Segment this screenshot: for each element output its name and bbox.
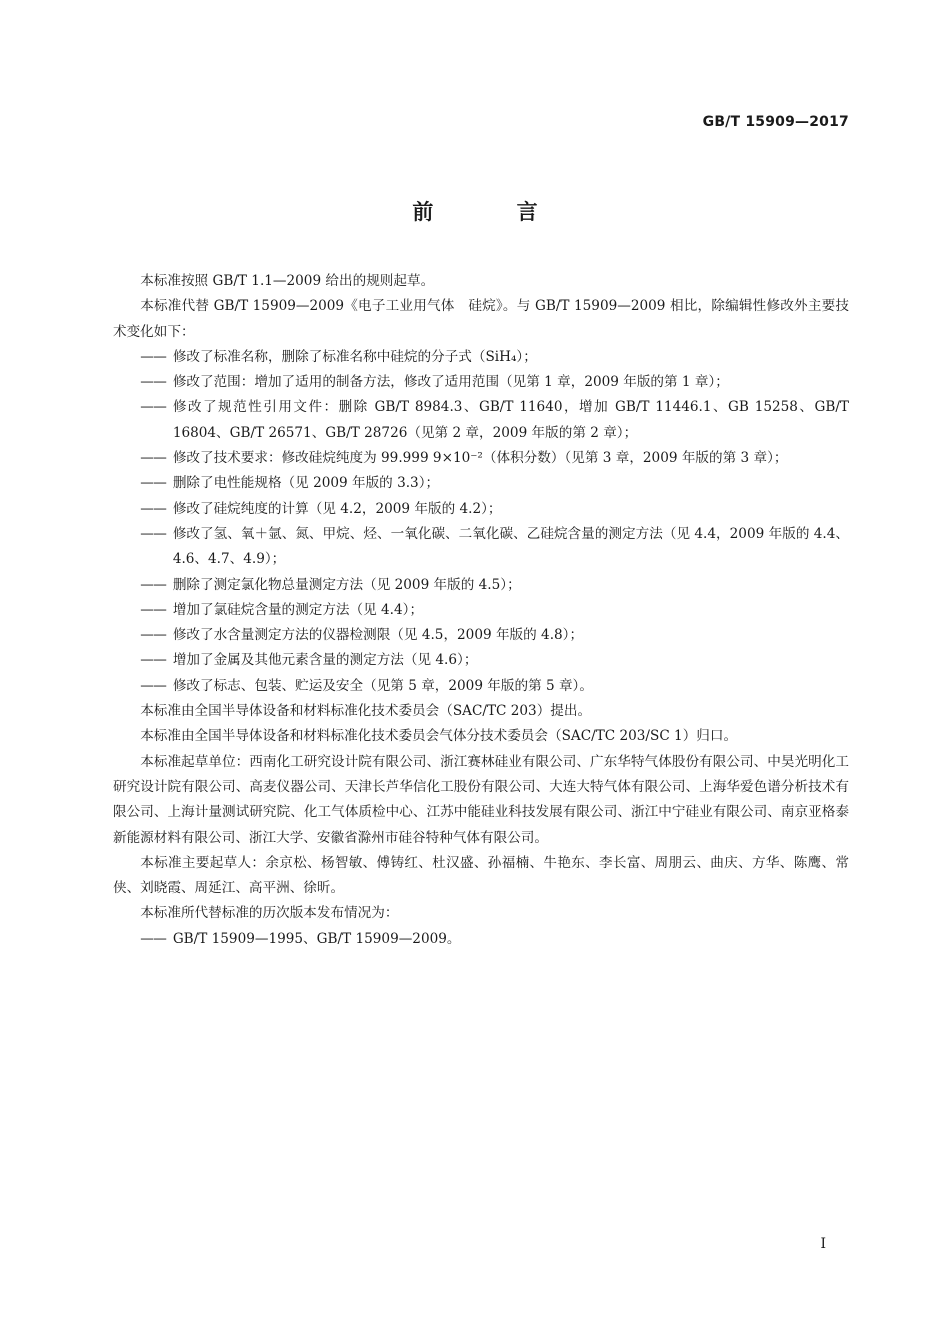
dash-mark: —— bbox=[140, 576, 167, 593]
dash-mark: —— bbox=[140, 677, 167, 694]
list-item: —— 修改了标志、包装、贮运及安全（见第 5 章，2009 年版的第 5 章）。 bbox=[113, 674, 849, 699]
changes-list bbox=[113, 345, 849, 699]
paragraph-replacement: 本标准代替 GB/T 15909—2009《电子工业用气体 硅烷》。与 GB/T 15909—2009 相比，除编辑性修改外主要技术变化如下： bbox=[113, 298, 849, 340]
list-item: —— 修改了氢、氧＋氩、氮、甲烷、烃、一氧化碳、二氧化碳、乙硅烷含量的测定方法（见 4.4，2009 年版的 4.4、4.6、4.7、4.9）； bbox=[113, 522, 849, 573]
dash-mark: —— bbox=[140, 601, 167, 618]
dash-mark: —— bbox=[140, 652, 167, 669]
paragraph-history-intro: 本标准所代替标准的历次版本发布情况为： bbox=[140, 905, 399, 922]
standard-code: GB/T 15909—2017 bbox=[702, 114, 849, 130]
dash-mark: —— bbox=[140, 930, 167, 947]
list-item: —— 增加了金属及其他元素含量的测定方法（见 4.6）； bbox=[113, 648, 849, 673]
dash-mark: —— bbox=[140, 399, 167, 416]
list-item: —— 增加了氯硅烷含量的测定方法（见 4.4）； bbox=[113, 598, 849, 623]
document-body bbox=[113, 269, 849, 952]
list-item: —— 修改了水含量测定方法的仪器检测限（见 4.5，2009 年版的 4.8）； bbox=[113, 623, 849, 648]
page-number: I bbox=[820, 1236, 826, 1252]
list-item: —— 修改了范围：增加了适用的制备方法，修改了适用范围（见第 1 章，2009 年版的第 1 章）； bbox=[113, 370, 849, 395]
dash-mark: —— bbox=[140, 475, 167, 492]
history-item: —— GB/T 15909—1995、GB/T 15909—2009。 bbox=[113, 927, 849, 952]
dash-mark: —— bbox=[140, 374, 167, 391]
paragraph-drafting-units: 本标准起草单位：西南化工研究设计院有限公司、浙江赛林硅业有限公司、广东华特气体股份有限公司、中昊光明化工研究设计院有限公司、高麦仪器公司、天津长芦华信化工股份有限公司、大连大特气体有限公司、上海华爱色谱分析技术有限公司、上海计量测试研究院、化工气体质检中心、江苏中能硅业科技发展有限公司、浙江中宁硅业有限公司、南京亚格泰新能源材料有限公司、浙江大学、安徽省滁州市硅谷特种气体有限公司。 bbox=[113, 753, 849, 846]
paragraph-drafters: 本标准主要起草人：余京松、杨智敏、傅铸红、杜汉盛、孙福楠、牛艳东、李长富、周朋云、曲庆、方华、陈鹰、常侠、刘晓霞、周延江、高平洲、徐昕。 bbox=[113, 854, 849, 897]
dash-mark: —— bbox=[140, 525, 167, 542]
list-item: —— 修改了技术要求：修改硅烷纯度为 99.999 9×10⁻²（体积分数）（见第 3 章，2009 年版的第 3 章）； bbox=[113, 446, 849, 471]
dash-mark: —— bbox=[140, 348, 167, 365]
list-item: —— 修改了规范性引用文件：删除 GB/T 8984.3、GB/T 11640，增加 GB/T 11446.1、GB 15258、GB/T 16804、GB/T 26571、GB/T 28726（见第 2 章，2009 年版的第 2 章）； bbox=[113, 395, 849, 446]
dash-mark: —— bbox=[140, 627, 167, 644]
dash-mark: —— bbox=[140, 500, 167, 517]
list-item: —— 修改了标准名称，删除了标准名称中硅烷的分子式（SiH₄）； bbox=[113, 345, 849, 370]
list-item: —— 删除了电性能规格（见 2009 年版的 3.3）； bbox=[113, 471, 849, 496]
paragraph-responsible-committee: 本标准由全国半导体设备和材料标准化技术委员会气体分技术委员会（SAC/TC 203/SC 1）归口。 bbox=[140, 728, 738, 745]
paragraph-drafting-rules: 本标准按照 GB/T 1.1—2009 给出的规则起草。 bbox=[140, 273, 435, 289]
page-title: 前 言 bbox=[412, 200, 576, 224]
paragraph-proposer: 本标准由全国半导体设备和材料标准化技术委员会（SAC/TC 203）提出。 bbox=[140, 703, 592, 720]
list-item: —— 删除了测定氯化物总量测定方法（见 2009 年版的 4.5）； bbox=[113, 573, 849, 598]
list-item: —— 修改了硅烷纯度的计算（见 4.2，2009 年版的 4.2）； bbox=[113, 497, 849, 522]
dash-mark: —— bbox=[140, 450, 167, 467]
